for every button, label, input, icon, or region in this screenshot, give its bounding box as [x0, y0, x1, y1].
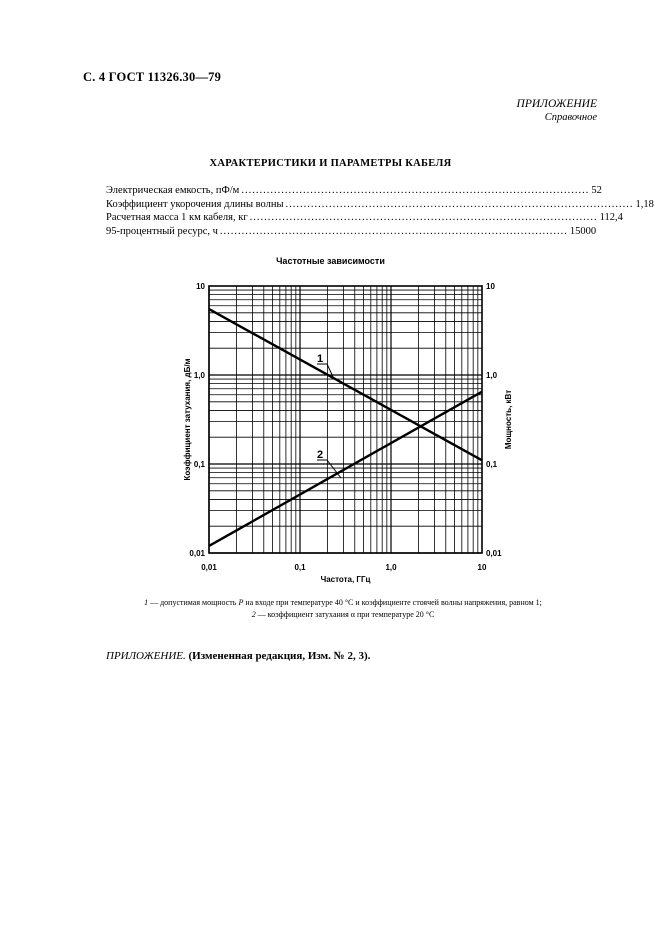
y-left-tick-label: 0,1: [193, 460, 205, 469]
parameter-value: 15000: [569, 225, 597, 237]
page-header: С. 4 ГОСТ 11326.30—79: [83, 70, 222, 84]
chart-title: Частотные зависимости: [276, 256, 385, 266]
series-label-2: 2: [317, 449, 324, 461]
section-title: ХАРАКТЕРИСТИКИ И ПАРАМЕТРЫ КАБЕЛЯ: [209, 158, 452, 169]
series-line-1: [209, 309, 482, 460]
y-right-tick-label: 0,1: [486, 460, 498, 469]
parameter-label: Электрическая емкость, пФ/м: [106, 185, 240, 196]
parameter-label: 95-процентный ресурс, ч: [106, 225, 218, 237]
x-tick-label: 10: [477, 563, 487, 572]
legend-line-1: 1 — допустимая мощность P на входе при температуре 40 °С и коэффициенте стоячей волны напряжения, равном 1;: [144, 598, 542, 607]
legend-line-2: 2 — коэффициент затухания α при температуре 20 °С: [251, 610, 435, 619]
y-left-tick-label: 1,0: [193, 371, 205, 380]
y-right-axis-label: Мощность, кВт: [504, 389, 513, 450]
series-label-1: 1: [317, 353, 324, 365]
x-axis-label: Частота, ГГц: [320, 575, 371, 584]
parameter-value: 1,18: [635, 198, 654, 210]
leader-dots: ................................................................................................: [249, 212, 598, 223]
leader-dots: ................................................................................................: [219, 225, 568, 237]
y-left-tick-label: 0,01: [189, 549, 205, 558]
leader-dots: ................................................................................................: [285, 198, 634, 210]
y-right-tick-label: 1,0: [486, 371, 498, 380]
appendix-title: ПРИЛОЖЕНИЕ: [516, 98, 597, 110]
series-line-2: [209, 392, 482, 546]
leader-dots: ................................................................................................: [241, 185, 590, 196]
plot-frame: [209, 286, 482, 553]
revision-note: ПРИЛОЖЕНИЕ. (Измененная редакция, Изм. № 2, 3).: [106, 650, 371, 662]
y-right-tick-label: 0,01: [486, 549, 502, 558]
parameter-label: Расчетная масса 1 км кабеля, кг: [106, 212, 248, 223]
y-left-axis-label: Коэффициент затухания, дБ/м: [183, 358, 192, 481]
y-right-tick-label: 10: [486, 282, 495, 291]
chart-grid: [209, 286, 482, 553]
x-tick-label: 1,0: [385, 563, 397, 572]
y-left-tick-label: 10: [196, 282, 205, 291]
appendix-subtitle: Справочное: [544, 112, 597, 123]
chart-legend: [88, 597, 598, 621]
x-tick-label: 0,01: [201, 563, 217, 572]
x-tick-label: 0,1: [294, 563, 306, 572]
parameter-value: 52: [591, 185, 602, 196]
parameter-value: 112,4: [599, 212, 623, 223]
parameter-label: Коэффициент укорочения длины волны: [106, 198, 284, 210]
